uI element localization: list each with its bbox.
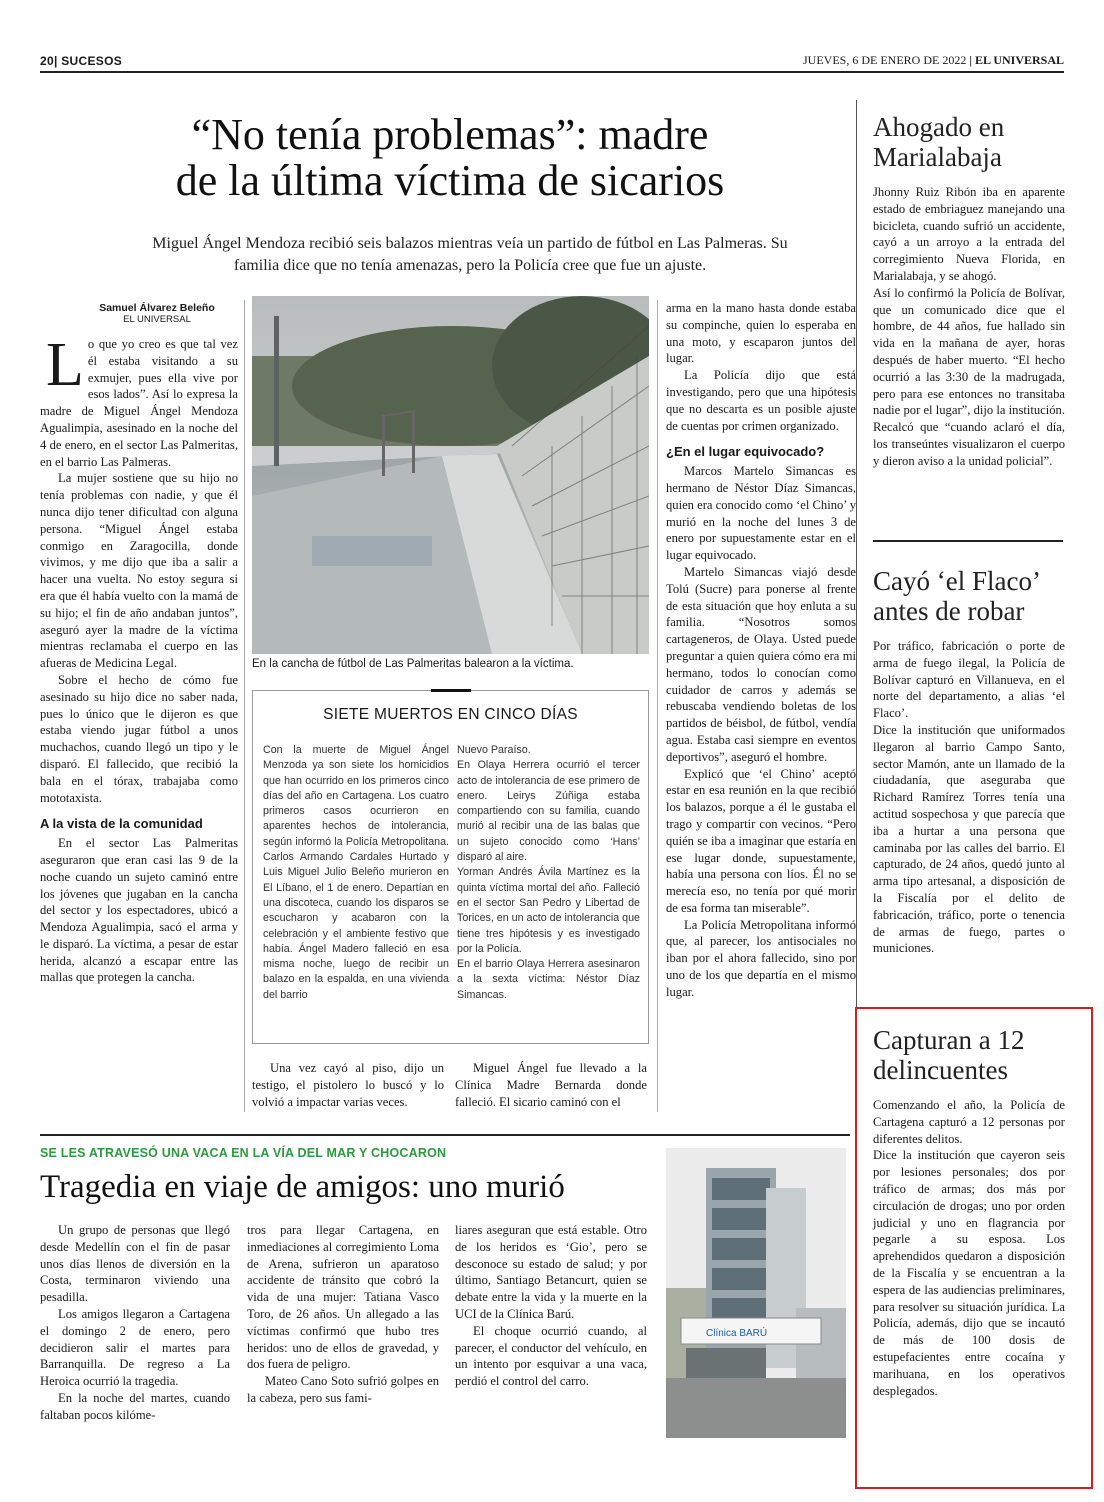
vertical-rule-col4 [657, 300, 658, 1112]
sidebar-1-paragraph-2: Así lo confirmó la Policía de Bolívar, que un comunicado dice que el hombre, de 44 años, fue hallado sin vida en la mañana de ayer, horas después de haber muerto. “El hecho ocurrió a las 3:30 de la madrugada, pero para ese entonces no transitaba nadie por el lugar”, dijo la institución. Recalcó que “cuando aclaró el día, los transeúntes visualizaron el cuerpo y dieron aviso a la unidad policial”. [873, 285, 1065, 468]
article-col-3-bottom [455, 1060, 647, 1110]
issue-date: JUEVES, 6 DE ENERO DE 2022 [803, 53, 967, 67]
vertical-rule-sidebar [856, 100, 857, 1100]
col4-paragraph-4: Martelo Simancas viajó desde Tolú (Sucre) para ponerse al frente de esta situación que hoy enluta a su familia. “Nosotros somos cartageneros, de Olaya. Usted puede preguntar a quien quiera cómo era mi hermano, todos lo conocían como cuidador de carros y además se rebuscaba vendiendo boletas de los partidos de béisbol, de fútbol, vendía agua. Estaba casi siempre en eventos deportivos”, aseguró el hombre. [666, 564, 856, 764]
col4-paragraph-2: La Policía dijo que está investigando, pero que una hipótesis que no descarta es un posible ajuste de cuentas por crimen organizado. [666, 368, 856, 433]
vertical-rule-col1 [244, 300, 245, 1112]
box-text-col-1 [263, 743, 449, 1003]
page-section-label: 20| SUCESOS [40, 54, 123, 68]
col1-paragraph-1: o que yo creo es que tal vez él estaba visitando a su exmujer, pues ella vive por esos lados”. Así lo expresa la madre de Miguel Ángel Mendoza Agualimpia, asesinado en la noche del 4 de enero, en el sector Las Palmeritas, en el barrio Las Palmeras. [40, 337, 238, 469]
sidebar-2-paragraph-1: Por tráfico, fabricación o porte de arma de fuego ilegal, la Policía de Bolívar capturó en Villanueva, en el norte del departamento, a alias ‘el Flaco’. [873, 639, 1065, 721]
sidebar-1-paragraph-1: Jhonny Ruiz Ribón iba en aparente estado de embriaguez manejando una bicicleta, cuando sufrió un accidente, cayó a un arroyo a la entrada del corregimiento Nueva Florida, en Marialabaja, y se ahogó. [873, 185, 1065, 283]
second-col3-paragraph-2: El choque ocurrió cuando, al parecer, el conductor del vehículo, en un intento por esquivar a una vaca, perdió el control del carro. [455, 1323, 647, 1389]
col4-paragraph-5: Explicó que ‘el Chino’ aceptó estar en esa reunión en la que recibió los balazos, porque a él le gustaba el trago y compartir con vecinos. “Pero quién se iba a imaginar que estaría en ese lugar donde, supuestamente, había una persona con líos. Él no se merecía eso, no tenía por qué morir de esa forma tan miserable”. [666, 766, 856, 915]
byline [70, 302, 244, 325]
sidebar-1-title: Ahogado en Marialabaja [873, 112, 1005, 172]
clinic-building-graphic [666, 1148, 846, 1438]
col4-subheading: ¿En el lugar equivocado? [666, 444, 825, 460]
col4-paragraph-3: Marcos Martelo Simancas es hermano de Néstor Díaz Simancas, quien era conocido como ‘el Chino’ y murió en la noche del lunes 3 de enero por supuestamente estar en el lugar equivocado. [666, 464, 857, 563]
headline-line-2: de la última víctima de sicarios [175, 156, 725, 205]
main-headline [80, 112, 820, 204]
article-col-1 [40, 331, 238, 986]
col1-paragraph-2: La mujer sostiene que su hijo no tenía problemas con nadie, y que él nunca dijo tener dificultad con alguna persona. “Miguel Ángel estaba conmigo en Zaragocilla, donde vivimos, y me dijo que iba a salir a hacer una vuelta. No estoy segura si era que él había vuelto con la mamá de su hijo; el fin de año andaban juntos”, aseguró ayer la madre de la víctima mientras reclamaba el cuerpo en las afueras de Medicina Legal. [40, 471, 238, 671]
col3-paragraph: Miguel Ángel fue llevado a la Clínica Madre Bernarda donde falleció. El sicario caminó con el [455, 1061, 647, 1109]
drop-cap: L [46, 331, 84, 399]
second-col1-paragraph-1: Un grupo de personas que llegó desde Medellín con el fin de pasar unos días llenos de diversión en la Costa, terminaron viviendo una pesadilla. [40, 1223, 230, 1305]
clinic-sign-text: Clínica BARÚ [706, 1328, 768, 1339]
second-headline: Tragedia en viaje de amigos: uno murió [40, 1169, 565, 1205]
article-col-4 [666, 300, 856, 1001]
sidebar-3-paragraph-2: Dice la institución que cayeron seis por lesiones personales; dos por tráfico de armas; dos más por circulación de drogas; uno por orden judicial y uno en flagrancia por pegarle a su esposa. Los aprehendidos quedaron a disposición de la Fiscalía y se encuentran a la espera de las audiencias preliminares, para resolver su situación jurídica. La Policía, además, dijo que se incautó de más de 100 dosis de estupefacientes entre cocaína y marihuana, en los operativos desplegados. [873, 1148, 1065, 1398]
second-story-top-rule [40, 1134, 850, 1136]
newspaper-name: | EL UNIVERSAL [969, 53, 1064, 67]
box-title: SIETE MUERTOS EN CINCO DÍAS [323, 706, 578, 723]
sidebar-2-title: Cayó ‘el Flaco’ antes de robar [873, 566, 1039, 626]
second-col1-paragraph-3: En la noche del martes, cuando faltaban pocos kilóme- [40, 1390, 230, 1422]
col1-subheading: A la vista de la comunidad [40, 816, 203, 832]
sidebar-3-paragraph-1: Comenzando el año, la Policía de Cartagena capturó a 12 personas por diferentes delitos. [873, 1098, 1065, 1146]
byline-org: EL UNIVERSAL [123, 314, 191, 325]
headline-line-1: “No tenía problemas”: madre [191, 110, 709, 159]
second-col-2 [247, 1222, 439, 1407]
box-col2-paragraph-4: En el barrio Olaya Herrera asesinaron a la sexta víctima: Néstor Díaz Simancas. [457, 958, 640, 1001]
sidebar-article-3 [873, 1025, 1065, 1399]
soccer-field-photo-graphic [252, 296, 649, 654]
second-col-1 [40, 1222, 230, 1424]
soccer-field-photo [252, 296, 649, 654]
stats-box [252, 690, 649, 1044]
sidebar-article-2 [873, 566, 1065, 957]
box-text-col-2 [457, 743, 640, 1003]
col2-paragraph: Una vez cayó al piso, dijo un testigo, el pistolero lo buscó y lo volvió a impactar varias veces. [252, 1061, 444, 1109]
second-col2-paragraph-1: tros para llegar Cartagena, en inmediaciones al corregimiento Loma de Arena, sufrieron un aparatoso accidente de tránsito que cobró la vida de una mujer: Tatiana Vasco Toro, de 26 años. Un allegado a las víctimas confirmó que hubo tres heridos: uno de ellos de gravedad, y dos fuera de peligro. [247, 1223, 439, 1372]
sidebar-2-body [873, 638, 1065, 957]
main-deck: Miguel Ángel Mendoza recibió seis balazos mientras veía un partido de fútbol en Las Palmeras. Su familia dice que no tenía amenazas, pero la Policía cree que fue un ajuste. [152, 235, 788, 274]
col1-paragraph-4: En el sector Las Palmeritas aseguraron que eran casi las 9 de la noche cuando un sujeto caminó entre los jóvenes que jugaban en la cancha del sector y los espectadores, ubicó a Mendoza Agualimpia, sacó el arma y le disparó. La víctima, a pesar de estar herida, alcanzó a escapar entre las mallas que protegen la cancha. [40, 836, 238, 985]
article-col-2-bottom [252, 1060, 444, 1110]
second-col3-paragraph-1: liares aseguran que está estable. Otro de los heridos es ‘Gio’, pero se desconoce su estado de salud; y por último, Santiago Betancurt, quien se debate entre la vida y la muerte en la UCI de la Clínica Barú. [455, 1223, 647, 1321]
col4-paragraph-1: arma en la mano hasta donde estaba su compinche, quien lo esperaba en una moto, y escaparon juntos del lugar. [666, 301, 856, 366]
sidebar-2-paragraph-2: Dice la institución que uniformados llegaron al barrio Campo Santo, sector Mamón, ante un llamado de la ciudadanía, que aseguraba que Richard Ramírez Torres tenía una actitud sospechosa y que parecía que iba a hurtar a una persona que caminaba por las calles del barrio. El capturado, de 24 años, quedó junto al arma tipo artesanal, a disposición de la Fiscalía por el delito de fabricación, tráfico, porte o tenencia de armas de fuego, partes o municiones. [873, 722, 1065, 956]
clinic-building-photo [666, 1148, 846, 1438]
photo-caption: En la cancha de fútbol de Las Palmeritas balearon a la víctima. [252, 658, 574, 670]
second-kicker: SE LES ATRAVESÓ UNA VACA EN LA VÍA DEL MAR Y CHOCARON [40, 1146, 447, 1160]
sidebar-divider-1 [873, 540, 1063, 542]
box-col2-paragraph-3: Yorman Andrés Ávila Martínez es la quinta víctima mortal del año. Falleció en el sector San Pedro y Libertad de Torices, en un acto de intolerancia que tiene tres hipótesis y es investigado por la Policía. [457, 866, 640, 955]
second-col1-paragraph-2: Los amigos llegaron a Cartagena el domingo 2 de enero, pero decidieron salir el martes para Barranquilla. De regreso a La Heroica ocurrió la tragedia. [40, 1306, 230, 1389]
sidebar-3-title: Capturan a 12 delincuentes [873, 1025, 1025, 1085]
box-col2-paragraph-2: En Olaya Herrera ocurrió el tercer acto de intolerancia de ese primero de enero. Leirys Zúñiga estaba compartiendo con su familia, cuando murió al recibir una de las balas que un sujeto conocido como ‘Hans’ disparó al aire. [457, 759, 640, 864]
box-col2-paragraph-1: Nuevo Paraíso. [457, 744, 531, 756]
box-top-marker [431, 689, 471, 692]
col4-paragraph-6: La Policía Metropolitana informó que, al parecer, los antisociales no iban por el ahora fallecido, sino por uno de los que departía en el mismo lugar. [666, 917, 856, 999]
sidebar-article-1 [873, 112, 1065, 470]
col1-paragraph-3: Sobre el hecho de cómo fue asesinado su hijo dice no saber nada, pues lo único que le dijeron es que estaba viendo jugar fútbol a unos muchachos, cuando llegó un tipo y le disparó. El fallecido, que recibió la bala en el tórax, trabajaba como mototaxista. [40, 672, 238, 805]
box-col1-paragraph: Con la muerte de Miguel Ángel Menzoda ya son siete los homicidios que han ocurrido en los primeros cinco días del año en Cartagena. Los cuatro primeros casos ocurrieron en aparentes hechos de intolerancia, según informó la Policía Metropolitana. Carlos Armando Cardales Hurtado y Luis Miguel Julio Beleño murieron en El Líbano, el 1 de enero. Departían en una discoteca, cuando los disparos se escucharon y acabaron con la celebración y el ambiente festivo que había. Ángel Madero falleció en esa misma noche, luego de recibir un balazo en la espalda, en una vivienda del barrio [263, 744, 449, 1001]
page-date-header [803, 53, 1064, 68]
second-col-3 [455, 1222, 647, 1390]
sidebar-1-body [873, 184, 1065, 470]
byline-name: Samuel Álvarez Beleño [99, 302, 215, 314]
second-col2-paragraph-2: Mateo Cano Soto sufrió golpes en la cabeza, pero sus fami- [247, 1374, 439, 1405]
sidebar-3-body [873, 1097, 1065, 1399]
header-rule [40, 71, 1064, 73]
